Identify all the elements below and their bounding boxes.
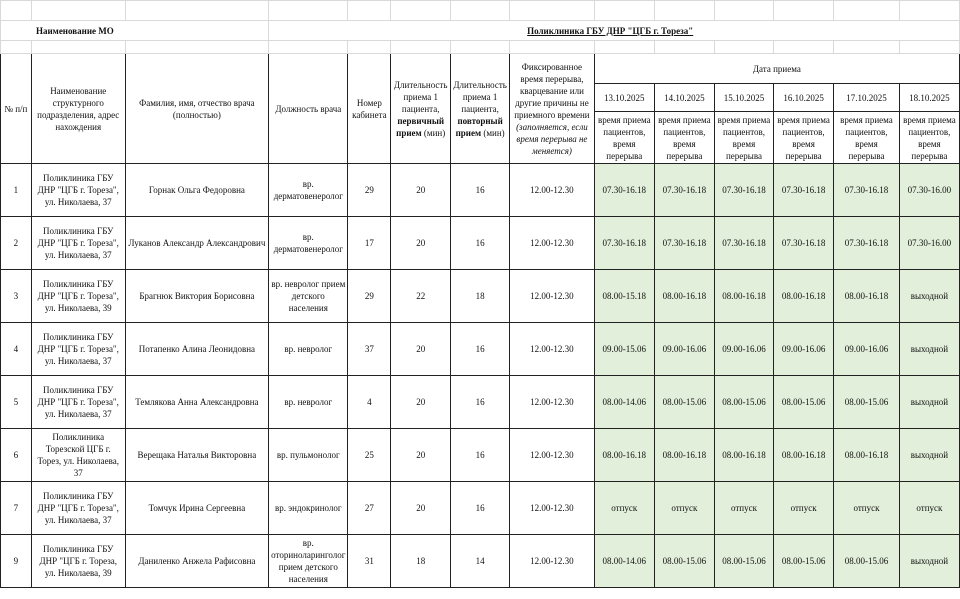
table-row <box>1 482 960 535</box>
row-time-cell: 07.30-16.18 <box>834 217 900 270</box>
row-primary: 20 <box>391 376 451 429</box>
header-primary-bold: первичный прием <box>396 115 445 138</box>
row-room: 31 <box>348 535 391 588</box>
row-time-cell: 08.00-16.18 <box>654 270 714 323</box>
row-time-cell: 09.00-16.06 <box>654 323 714 376</box>
header-date: 14.10.2025 <box>654 84 714 112</box>
row-time-cell: выходной <box>899 270 959 323</box>
row-time-cell: 07.30-16.18 <box>774 164 834 217</box>
row-time-cell: 07.30-16.00 <box>899 164 959 217</box>
row-time-cell: 08.00-14.06 <box>594 535 654 588</box>
org-name: Поликлиника ГБУ ДНР "ЦГБ г. Тореза" <box>269 21 960 41</box>
row-time-cell: 08.00-16.18 <box>654 429 714 482</box>
row-num: 2 <box>1 217 32 270</box>
row-fio: Луканов Александр Александрович <box>125 217 268 270</box>
header-repeat-pre: Длительность приема 1 пациента, <box>453 79 507 114</box>
row-time-cell: отпуск <box>714 482 773 535</box>
row-time-cell: 08.00-15.06 <box>774 376 834 429</box>
row-repeat: 16 <box>451 376 510 429</box>
header-break-note: (заполняется, если время перерыва не меняется) <box>516 121 588 156</box>
row-break: 12.00-12.30 <box>510 482 595 535</box>
header-time-note: время приема пациентов, время перерыва <box>714 112 773 164</box>
row-time-cell: 08.00-15.06 <box>714 535 773 588</box>
header-repeat <box>451 54 510 164</box>
table-row <box>1 323 960 376</box>
row-room: 25 <box>348 429 391 482</box>
row-time-cell: отпуск <box>834 482 900 535</box>
row-time-cell: отпуск <box>899 482 959 535</box>
row-position: вр. невролог прием детского населения <box>269 270 348 323</box>
row-dept: Поликлиника ГБУ ДНР "ЦГБ г. Тореза", ул. Николаева, 37 <box>31 323 125 376</box>
row-time-cell: 07.30-16.18 <box>654 217 714 270</box>
row-dept: Поликлиника ГБУ ДНР "ЦГБ г. Тореза", ул. Николаева, 37 <box>31 376 125 429</box>
header-time-note: время приема пациентов, время перерыва <box>774 112 834 164</box>
header-primary-post: (мин) <box>423 127 446 138</box>
row-time-cell: выходной <box>899 376 959 429</box>
row-primary: 18 <box>391 535 451 588</box>
header-date: 13.10.2025 <box>594 84 654 112</box>
row-break: 12.00-12.30 <box>510 376 595 429</box>
row-fio: Верещака Наталья Викторовна <box>125 429 268 482</box>
header-repeat-post: (мин) <box>483 127 505 138</box>
row-repeat: 16 <box>451 217 510 270</box>
row-num: 9 <box>1 535 32 588</box>
row-room: 4 <box>348 376 391 429</box>
header-date: 16.10.2025 <box>774 84 834 112</box>
row-time-cell: 09.00-16.06 <box>714 323 773 376</box>
row-time-cell: 08.00-15.06 <box>774 535 834 588</box>
row-time-cell: 08.00-16.18 <box>834 429 900 482</box>
row-dept: Поликлиника ГБУ ДНР "ЦГБ г. Тореза", ул. Николаева, 37 <box>31 217 125 270</box>
row-fio: Даниленко Анжела Рафисовна <box>125 535 268 588</box>
row-break: 12.00-12.30 <box>510 323 595 376</box>
row-time-cell: 08.00-15.18 <box>594 270 654 323</box>
row-repeat: 16 <box>451 482 510 535</box>
header-room: Номер кабинета <box>348 54 391 164</box>
row-time-cell: 08.00-14.06 <box>594 376 654 429</box>
row-time-cell: выходной <box>899 535 959 588</box>
row-fio: Горнак Ольга Федоровна <box>125 164 268 217</box>
mo-name-label: Наименование МО <box>1 21 269 41</box>
row-room: 29 <box>348 270 391 323</box>
row-repeat: 14 <box>451 535 510 588</box>
row-dept: Поликлиника Торезской ЦГБ г. Торез, ул. Николаева, 37 <box>31 429 125 482</box>
row-time-cell: 08.00-16.18 <box>594 429 654 482</box>
row-fio: Темлякова Анна Александровна <box>125 376 268 429</box>
header-primary <box>391 54 451 164</box>
row-time-cell: 07.30-16.18 <box>594 164 654 217</box>
header-time-note: время приема пациентов, время перерыва <box>654 112 714 164</box>
header-date: 15.10.2025 <box>714 84 773 112</box>
row-fio: Томчук Ирина Сергеевна <box>125 482 268 535</box>
row-time-cell: 07.30-16.18 <box>594 217 654 270</box>
row-dept: Поликлиника ГБУ ДНР "ЦГБ г. Тореза", ул. Николаева, 37 <box>31 164 125 217</box>
row-repeat: 16 <box>451 323 510 376</box>
header-dept: Наименование структурного подразделения, адрес нахождения <box>31 54 125 164</box>
row-break: 12.00-12.30 <box>510 217 595 270</box>
header-date: 17.10.2025 <box>834 84 900 112</box>
row-time-cell: 08.00-15.06 <box>654 376 714 429</box>
row-primary: 20 <box>391 429 451 482</box>
row-room: 17 <box>348 217 391 270</box>
row-position: вр. оториноларинголог прием детского населения <box>269 535 348 588</box>
row-position: вр. невролог <box>269 323 348 376</box>
header-repeat-bold: повторный прием <box>455 115 503 138</box>
table-row <box>1 376 960 429</box>
row-repeat: 18 <box>451 270 510 323</box>
header-break-main: Фиксированное время перерыва, кварцевание или другие причины не приемного времени <box>514 61 590 120</box>
row-time-cell: 08.00-15.06 <box>834 535 900 588</box>
table-row <box>1 535 960 588</box>
row-break: 12.00-12.30 <box>510 164 595 217</box>
row-time-cell: 07.30-16.00 <box>899 217 959 270</box>
row-primary: 20 <box>391 482 451 535</box>
header-fio: Фамилия, имя, отчество врача (полностью) <box>125 54 268 164</box>
row-break: 12.00-12.30 <box>510 270 595 323</box>
row-time-cell: 07.30-16.18 <box>654 164 714 217</box>
row-break: 12.00-12.30 <box>510 535 595 588</box>
row-primary: 22 <box>391 270 451 323</box>
row-primary: 20 <box>391 217 451 270</box>
row-fio: Потапенко Алина Леонидовна <box>125 323 268 376</box>
row-primary: 20 <box>391 164 451 217</box>
row-num: 3 <box>1 270 32 323</box>
row-repeat: 16 <box>451 164 510 217</box>
header-time-note: время приема пациентов, время перерыва <box>594 112 654 164</box>
header-primary-pre: Длительность приема 1 пациента, <box>393 79 448 114</box>
header-time-note: время приема пациентов, время перерыва <box>834 112 900 164</box>
row-room: 27 <box>348 482 391 535</box>
row-position: вр. пульмонолог <box>269 429 348 482</box>
row-repeat: 16 <box>451 429 510 482</box>
row-time-cell: выходной <box>899 323 959 376</box>
row-time-cell: 09.00-16.06 <box>834 323 900 376</box>
row-time-cell: 08.00-16.18 <box>834 270 900 323</box>
row-room: 29 <box>348 164 391 217</box>
row-time-cell: 07.30-16.18 <box>714 217 773 270</box>
row-time-cell: 07.30-16.18 <box>774 217 834 270</box>
table-row <box>1 429 960 482</box>
row-break: 12.00-12.30 <box>510 429 595 482</box>
row-num: 5 <box>1 376 32 429</box>
row-time-cell: 08.00-16.18 <box>774 429 834 482</box>
row-time-cell: 08.00-15.06 <box>714 376 773 429</box>
row-time-cell: 07.30-16.18 <box>834 164 900 217</box>
row-num: 6 <box>1 429 32 482</box>
header-date-group: Дата приема <box>594 54 959 84</box>
table-row <box>1 217 960 270</box>
row-time-cell: 08.00-15.06 <box>834 376 900 429</box>
header-num: № п/п <box>1 54 32 164</box>
row-time-cell: отпуск <box>774 482 834 535</box>
row-dept: Поликлиника ГБУ ДНР "ЦГБ г. Тореза", ул. Николаева, 39 <box>31 270 125 323</box>
row-time-cell: 07.30-16.18 <box>714 164 773 217</box>
row-time-cell: 08.00-16.18 <box>774 270 834 323</box>
row-position: вр. эндокринолог <box>269 482 348 535</box>
header-break <box>510 54 595 164</box>
header-position: Должность врача <box>269 54 348 164</box>
row-fio: Брагнюк Виктория Борисовна <box>125 270 268 323</box>
row-time-cell: 09.00-15.06 <box>594 323 654 376</box>
row-time-cell: выходной <box>899 429 959 482</box>
table-row <box>1 270 960 323</box>
row-time-cell: отпуск <box>594 482 654 535</box>
row-dept: Поликлиника ГБУ ДНР "ЦГБ г. Тореза", ул. Николаева, 37 <box>31 482 125 535</box>
row-time-cell: 08.00-16.18 <box>714 270 773 323</box>
row-position: вр. невролог <box>269 376 348 429</box>
row-position: вр. дерматовенеролог <box>269 164 348 217</box>
row-primary: 20 <box>391 323 451 376</box>
table-row <box>1 164 960 217</box>
row-dept: Поликлиника ГБУ ДНР "ЦГБ г. Тореза, ул. Николаева, 39 <box>31 535 125 588</box>
row-num: 4 <box>1 323 32 376</box>
header-time-note: время приема пациентов, время перерыва <box>899 112 959 164</box>
row-room: 37 <box>348 323 391 376</box>
header-date: 18.10.2025 <box>899 84 959 112</box>
row-num: 7 <box>1 482 32 535</box>
row-time-cell: 09.00-16.06 <box>774 323 834 376</box>
row-time-cell: отпуск <box>654 482 714 535</box>
row-num: 1 <box>1 164 32 217</box>
row-time-cell: 08.00-16.18 <box>714 429 773 482</box>
row-time-cell: 08.00-15.06 <box>654 535 714 588</box>
row-position: вр. дерматовенеролог <box>269 217 348 270</box>
